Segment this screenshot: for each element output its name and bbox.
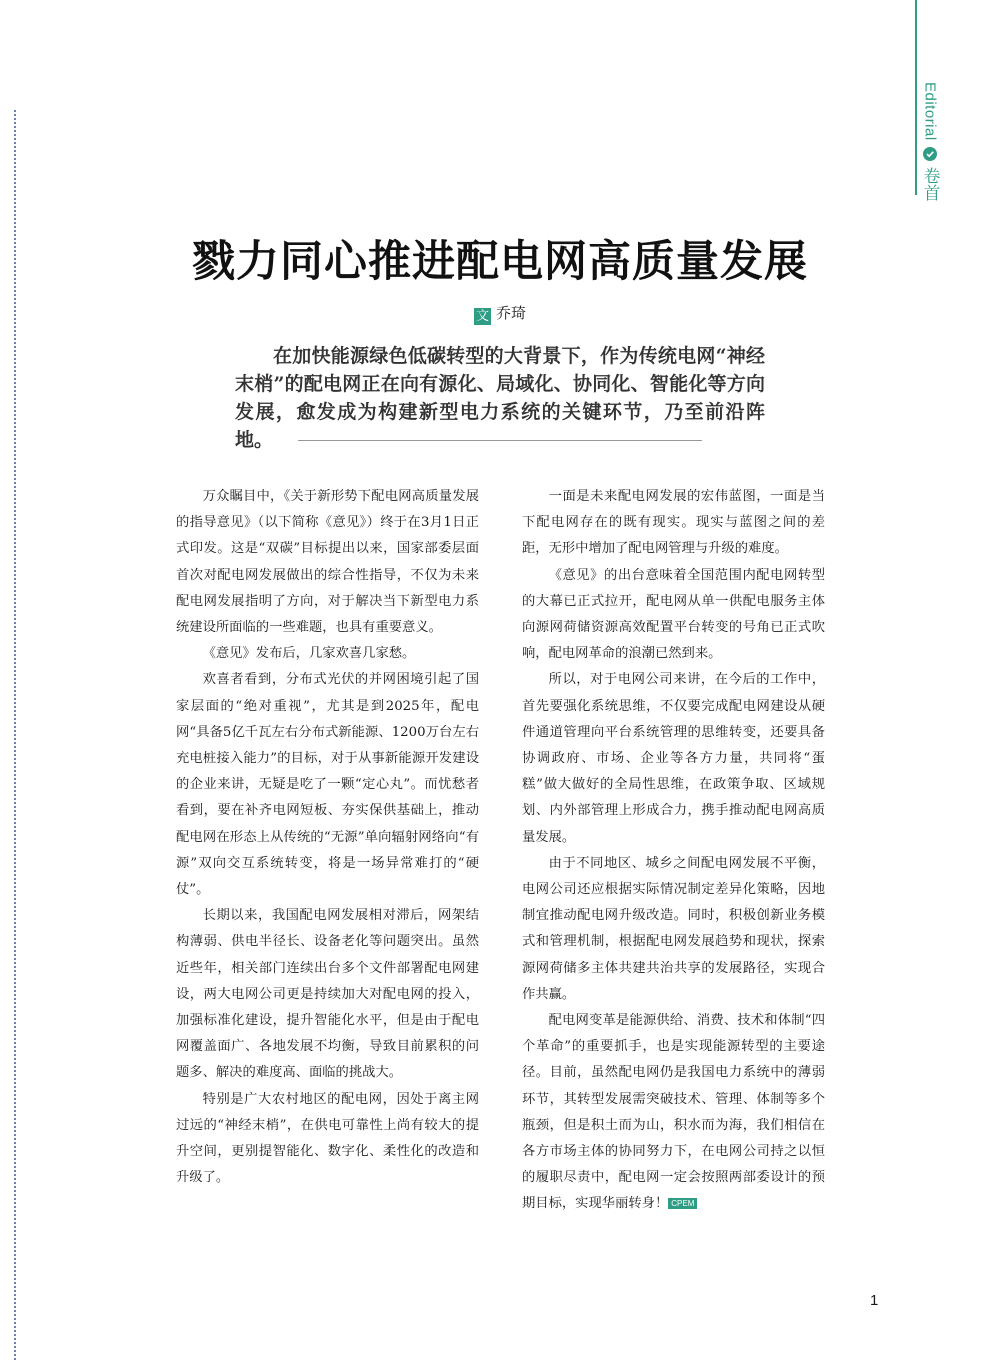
page-number: 1 bbox=[870, 1292, 879, 1309]
right-column bbox=[522, 484, 825, 1218]
end-mark-badge: CPEM bbox=[668, 1198, 697, 1209]
body-paragraph: 《意见》发布后，几家欢喜几家愁。 bbox=[202, 646, 416, 662]
byline-badge: 文 bbox=[475, 309, 489, 324]
byline bbox=[0, 302, 1000, 325]
section-label bbox=[918, 82, 942, 201]
article-title: 戮力同心推进配电网高质量发展 bbox=[192, 237, 808, 287]
body-paragraph: 长期以来，我国配电网发展相对滞后，网架结构薄弱、供电半径长、设备老化等问题突出。虽然近些年，相关部门连续出台多个文件部署配电网建设，两大电网公司更是持续加大对配电网的投入，加强标准化建设，提升智能化水平，但是由于配电网覆盖面广、各地发展不均衡，导致目前累积的问题多、解决的难度高、面临的挑战大。 bbox=[176, 908, 479, 1081]
author-name: 乔琦 bbox=[495, 304, 526, 322]
section-label-en: Editorial bbox=[921, 82, 939, 141]
left-column bbox=[176, 484, 479, 1191]
body-paragraph: 一面是未来配电网发展的宏伟蓝图，一面是当下配电网存在的既有现实。现实与蓝图之间的差距，无形中增加了配电网管理与升级的难度。 bbox=[522, 489, 825, 557]
body-paragraph bbox=[522, 1008, 825, 1218]
lead-paragraph: 在加快能源绿色低碳转型的大背景下，作为传统电网“神经末梢”的配电网正在向有源化、局域化、协同化、智能化等方向发展，愈发成为构建新型电力系统的关键环节，乃至前沿阵地。 bbox=[235, 345, 765, 451]
body-paragraph: 万众瞩目中，《关于新形势下配电网高质量发展的指导意见》（以下简称《意见》）终于在3月1日正式印发。这是“双碳”目标提出以来，国家部委层面首次对配电网发展做出的综合性指导，不仅为未来配电网发展指明了方向，对于解决当下新型电力系统建设所面临的一些难题，也具有重要意义。 bbox=[176, 489, 479, 636]
final-paragraph-text: 配电网变革是能源供给、消费、技术和体制“四个革命”的重要抓手，也是实现能源转型的主要途径。目前，虽然配电网仍是我国电力系统中的薄弱环节，其转型发展需突破技术、管理、体制等多个瓶颈，但是积土而为山，积水而为海，我们相信在各方市场主体的协同努力下，在电网公司持之以恒的履职尽责中，配电网一定会按照两部委设计的预期目标，实现华丽转身！ bbox=[522, 1013, 825, 1212]
check-circle-icon bbox=[923, 147, 937, 161]
body-paragraph: 欢喜者看到，分布式光伏的并网困境引起了国家层面的“绝对重视”，尤其是到2025年，配电网“具备5亿千瓦左右分布式新能源、1200万台左右充电桩接入能力”的目标，对于从事新能源开发建设的企业来讲，无疑是吃了一颗“定心丸”。而忧愁者看到，要在补齐电网短板、夯实保供基础上，推动配电网在形态上从传统的“无源”单向辐射网络向“有源”双向交互系统转变，将是一场异常难打的“硬仗”。 bbox=[176, 672, 479, 898]
left-margin-rule bbox=[14, 110, 16, 1360]
body-paragraph: 由于不同地区、城乡之间配电网发展不平衡，电网公司还应根据实际情况制定差异化策略，因地制宜推动配电网升级改造。同时，积极创新业务模式和管理机制，根据配电网发展趋势和现状，探索源网荷储多主体共建共治共享的发展路径，实现合作共赢。 bbox=[522, 855, 825, 1002]
lead-divider bbox=[298, 440, 702, 441]
section-label-cn: 卷首 bbox=[919, 166, 940, 201]
body-paragraph: 所以，对于电网公司来讲，在今后的工作中，首先要强化系统思维，不仅要完成配电网建设从硬件通道管理向平台系统管理的思维转变，还要具备协调政府、市场、企业等各方力量，共同将“蛋糕”做大做好的全局性思维，在政策争取、区域规划、内外部管理上形成合力，携手推动配电网高质量发展。 bbox=[522, 672, 825, 845]
body-paragraph: 特别是广大农村地区的配电网，因处于离主网过远的“神经末梢”，在供电可靠性上尚有较大的提升空间，更别提智能化、数字化、柔性化的改造和升级了。 bbox=[176, 1091, 479, 1186]
body-paragraph: 《意见》的出台意味着全国范围内配电网转型的大幕已正式拉开，配电网从单一供配电服务主体向源网荷储资源高效配置平台转变的号角已正式吹响，配电网革命的浪潮已然到来。 bbox=[522, 567, 825, 662]
